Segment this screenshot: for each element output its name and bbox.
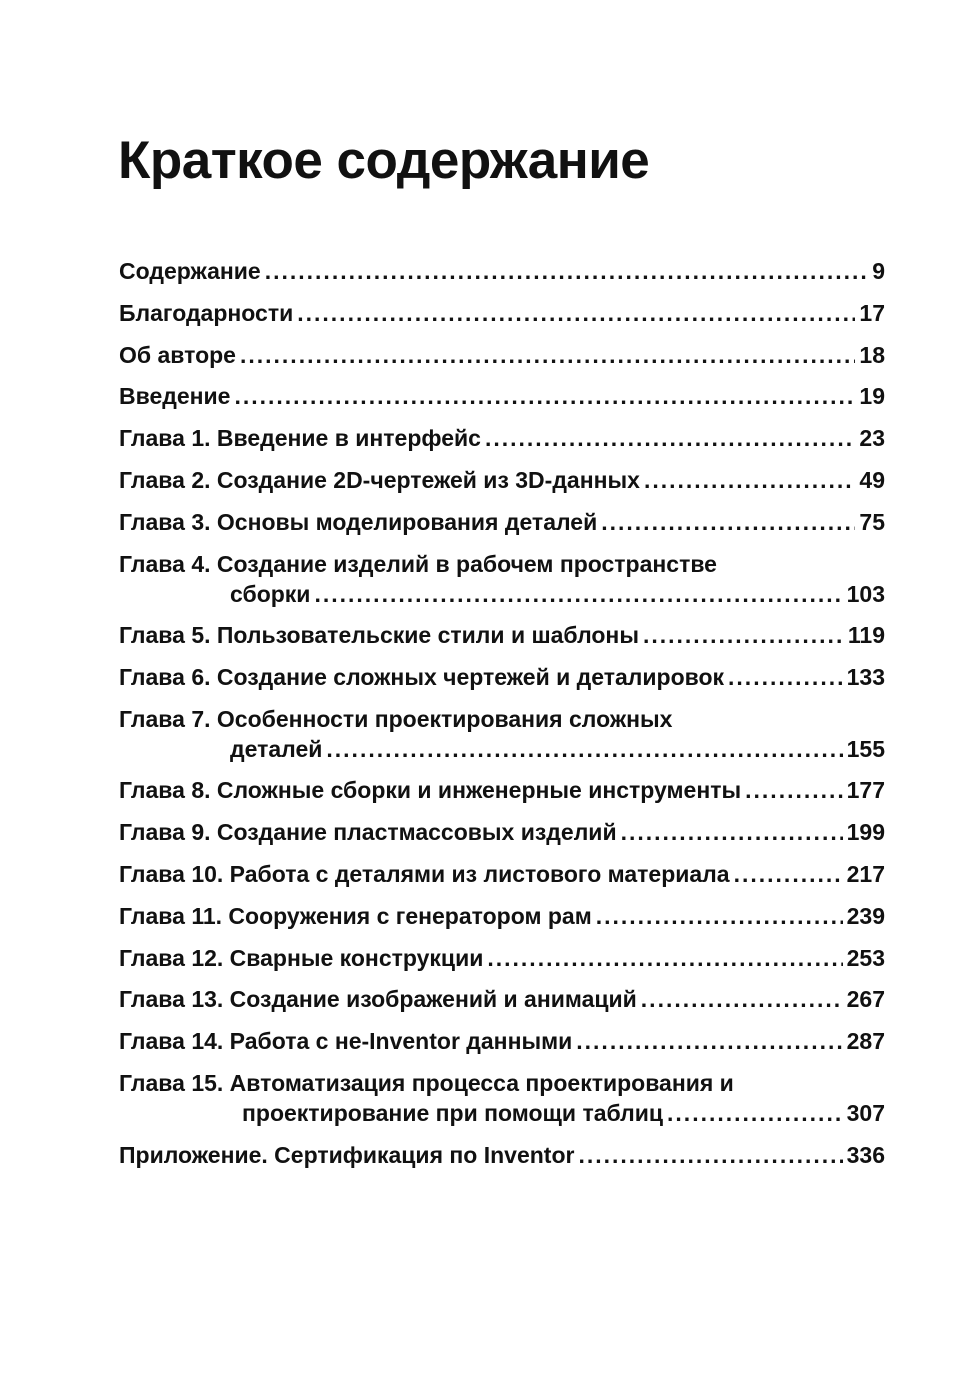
toc-page-number: 19 [859,383,885,410]
toc-entry-title: Глава 12. Сварные конструкции [119,944,484,971]
toc-entry-chapter-12[interactable] [119,943,885,973]
toc-page-number: 336 [846,1141,885,1168]
toc-entry-about-author[interactable] [119,340,885,370]
dot-leader [240,340,855,370]
toc-entry-title: Содержание [119,258,261,284]
toc-page-number: 49 [859,466,885,493]
toc-entry-title: Глава 14. Работа с не-Inventor данными [119,1028,573,1055]
dot-leader [643,620,844,650]
toc-entry-title: Глава 2. Создание 2D-чертежей из 3D-данных [119,466,640,493]
dot-leader [487,943,842,973]
dot-leader [485,423,855,453]
toc-entry-title: Глава 11. Сооружения с генератором рам [119,902,592,929]
toc-entry-title-continued: проектирование при помощи таблиц [242,1099,664,1126]
page-title: Краткое содержание [118,131,650,190]
toc-entry-continuation [119,1098,885,1128]
toc-entry-title: Глава 6. Создание сложных чертежей и деталировок [119,663,725,690]
toc-entry-title: Приложение. Сертификация по Inventor [119,1141,575,1168]
table-of-contents [119,256,885,1181]
toc-entry-chapter-2[interactable] [119,465,885,495]
toc-entry-contents[interactable] [119,256,885,286]
toc-page-number: 253 [846,944,885,971]
toc-page-number: 287 [846,1028,885,1055]
toc-entry-chapter-8[interactable] [119,775,885,805]
toc-entry-chapter-15[interactable] [119,1068,885,1129]
dot-leader [297,298,855,328]
dot-leader [745,775,842,805]
toc-page-number: 133 [846,663,885,690]
toc-entry-title: Введение [119,383,231,410]
dot-leader [265,256,869,286]
toc-entry-title: Глава 3. Основы моделирования деталей [119,508,598,535]
toc-page-number: 119 [847,622,885,649]
toc-entry-title: Об авторе [119,341,236,368]
dot-leader [578,1140,842,1170]
toc-entry-title-continued: сборки [230,580,311,607]
toc-entry-chapter-7[interactable] [119,704,885,765]
toc-entry-chapter-11[interactable] [119,901,885,931]
toc-page-number: 155 [846,735,885,762]
toc-page-number: 199 [846,819,885,846]
dot-leader [234,381,855,411]
toc-entry-chapter-4[interactable] [119,549,885,610]
dot-leader [314,579,842,609]
toc-entry-title: Глава 1. Введение в интерфейс [119,425,481,452]
toc-page-number: 9 [872,258,885,284]
toc-entry-title: Глава 7. Особенности проектирования сложных [119,705,673,732]
toc-entry-chapter-3[interactable] [119,507,885,537]
toc-entry-title: Глава 8. Сложные сборки и инженерные инструменты [119,777,742,804]
toc-entry-appendix[interactable] [119,1140,885,1170]
dot-leader [601,507,855,537]
toc-entry-title: Благодарности [119,299,294,326]
dot-leader [576,1026,842,1056]
toc-entry-introduction[interactable] [119,381,885,411]
dot-leader [667,1098,843,1128]
toc-entry-title: Глава 4. Создание изделий в рабочем пространстве [119,550,717,577]
toc-page-number: 23 [859,425,885,452]
toc-page-number: 217 [846,860,885,887]
toc-entry-chapter-6[interactable] [119,662,885,692]
toc-page-number: 267 [846,986,885,1013]
toc-page-number: 18 [859,341,885,368]
toc-entry-chapter-10[interactable] [119,859,885,889]
toc-entry-title-continued: деталей [230,735,323,762]
dot-leader [641,984,843,1014]
toc-entry-acknowledgements[interactable] [119,298,885,328]
toc-page-number: 239 [846,902,885,929]
toc-entry-chapter-14[interactable] [119,1026,885,1056]
toc-entry-continuation [119,734,885,764]
toc-entry-continuation [119,579,885,609]
dot-leader [326,734,842,764]
toc-entry-title: Глава 9. Создание пластмассовых изделий [119,819,617,846]
toc-entry-chapter-9[interactable] [119,817,885,847]
dot-leader [728,662,843,692]
toc-entry-title: Глава 13. Создание изображений и анимаций [119,986,637,1013]
toc-entry-chapter-5[interactable] [119,620,885,650]
toc-entry-title: Глава 10. Работа с деталями из листового материала [119,860,730,887]
toc-entry-chapter-1[interactable] [119,423,885,453]
toc-entry-title: Глава 5. Пользовательские стили и шаблоны [119,622,639,649]
dot-leader [734,859,843,889]
toc-page-number: 75 [859,508,885,535]
toc-page-number: 103 [846,580,885,607]
dot-leader [621,817,843,847]
dot-leader [596,901,843,931]
dot-leader [644,465,855,495]
toc-entry-chapter-13[interactable] [119,984,885,1014]
toc-page-number: 307 [846,1099,885,1126]
toc-entry-title: Глава 15. Автоматизация процесса проектирования и [119,1069,734,1096]
toc-page-number: 177 [846,777,885,804]
toc-page-number: 17 [859,299,885,326]
